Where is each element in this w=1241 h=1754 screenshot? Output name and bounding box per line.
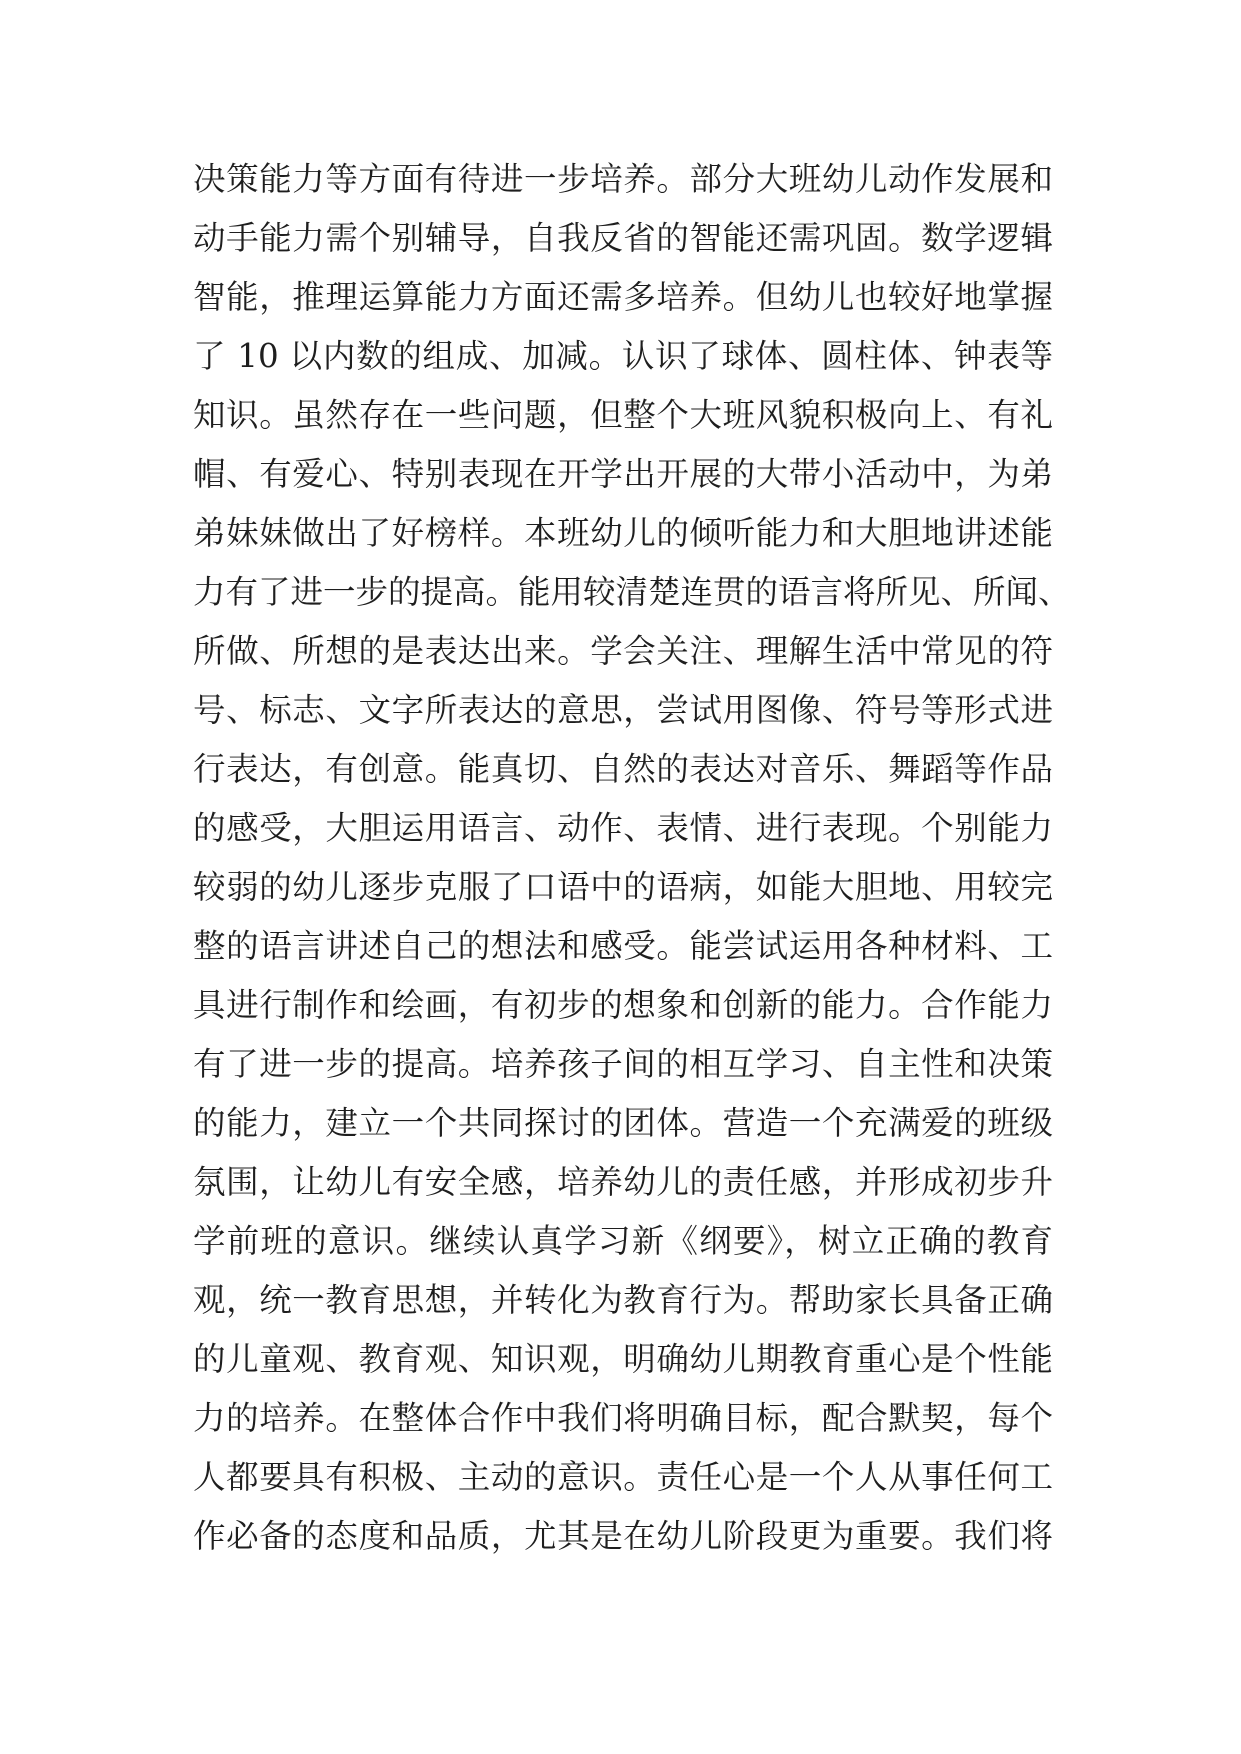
text-line: 力的培养。在整体合作中我们将明确目标，配合默契，每个 [193,1399,1053,1437]
text-line: 观，统一教育思想，并转化为教育行为。帮助家长具备正确 [193,1281,1053,1319]
text-line: 整的语言讲述自己的想法和感受。能尝试运用各种材料、工 [193,927,1053,965]
text-line: 力有了进一步的提高。能用较清楚连贯的语言将所见、所闻、 [193,573,1071,611]
text-line: 学前班的意识。继续认真学习新《纲要》，树立正确的教育 [193,1222,1053,1260]
text-line: 了 10 以内数的组成、加减。认识了球体、圆柱体、钟表等 [193,337,1053,375]
text-line: 人都要具有积极、主动的意识。责任心是一个人从事任何工 [193,1458,1053,1496]
text-line: 决策能力等方面有待进一步培养。部分大班幼儿动作发展和 [193,160,1053,198]
text-line: 氛围，让幼儿有安全感，培养幼儿的责任感，并形成初步升 [193,1163,1053,1201]
text-line: 弟妹妹做出了好榜样。本班幼儿的倾听能力和大胆地讲述能 [193,514,1053,552]
text-line: 具进行制作和绘画，有初步的想象和创新的能力。合作能力 [193,986,1053,1024]
text-line: 号、标志、文字所表达的意思，尝试用图像、符号等形式进 [193,691,1053,729]
body-text [193,150,1071,1566]
text-line: 的感受，大胆运用语言、动作、表情、进行表现。个别能力 [193,809,1053,847]
text-line: 知识。虽然存在一些问题，但整个大班风貌积极向上、有礼 [193,396,1053,434]
text-line: 的能力，建立一个共同探讨的团体。营造一个充满爱的班级 [193,1104,1053,1142]
text-line: 较弱的幼儿逐步克服了口语中的语病，如能大胆地、用较完 [193,868,1053,906]
text-line: 行表达，有创意。能真切、自然的表达对音乐、舞蹈等作品 [193,750,1053,788]
text-line: 帽、有爱心、特别表现在开学出开展的大带小活动中，为弟 [193,455,1053,493]
text-line: 有了进一步的提高。培养孩子间的相互学习、自主性和决策 [193,1045,1053,1083]
text-line: 智能，推理运算能力方面还需多培养。但幼儿也较好地掌握 [193,278,1053,316]
text-line: 所做、所想的是表达出来。学会关注、理解生活中常见的符 [193,632,1053,670]
text-line: 动手能力需个别辅导，自我反省的智能还需巩固。数学逻辑 [193,219,1053,257]
text-line: 的儿童观、教育观、知识观，明确幼儿期教育重心是个性能 [193,1340,1053,1378]
text-line: 作必备的态度和品质，尤其是在幼儿阶段更为重要。我们将 [193,1517,1053,1555]
